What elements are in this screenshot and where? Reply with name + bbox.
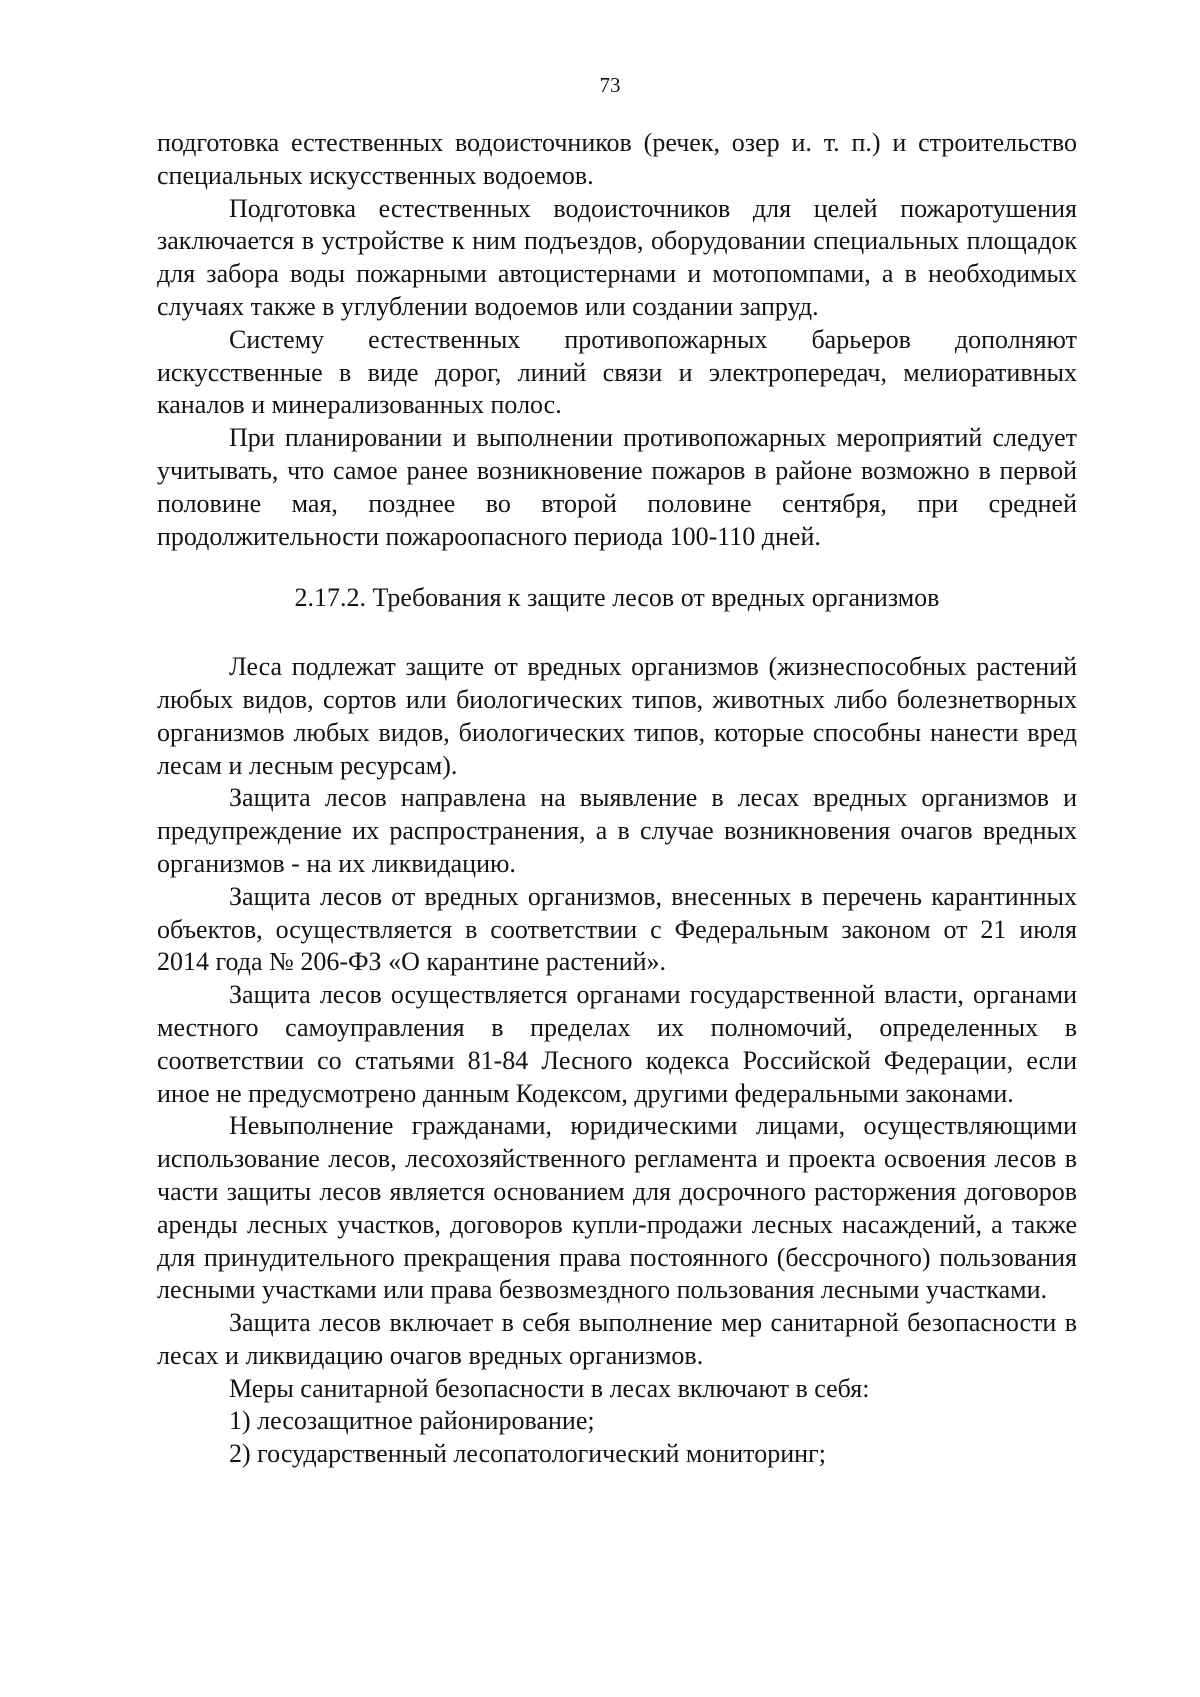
paragraph: 1) лесозащитное районирование;	[229, 1406, 595, 1436]
paragraph: подготовка естественных водоисточников (речек, озер и. т. п.) и строительство специальных искусственных водоемов.	[157, 128, 1077, 190]
page-number: 73	[599, 73, 621, 97]
paragraphs-before-heading	[157, 127, 1077, 553]
paragraph: Меры санитарной безопасности в лесах включают в себя:	[229, 1373, 870, 1403]
paragraph: Защита лесов направлена на выявление в лесах вредных организмов и предупреждение их распространения, а в случае возникновения очагов вредных организмов - на их ликвидацию.	[157, 783, 1077, 878]
paragraph: Защита лесов от вредных организмов, внесенных в перечень карантинных объектов, осуществляется в соответствии с Федеральным законом от 21 июля 2014 года № 206-ФЗ «О карантине растений».	[157, 881, 1077, 977]
paragraph: Систему естественных противопожарных барьеров дополняют искусственные в виде дорог, линий связи и электропередач, мелиоративных каналов и минерализованных полос.	[157, 324, 1077, 420]
paragraph: Невыполнение гражданами, юридическими лицами, осуществляющими использование лесов, лесохозяйственного регламента и проекта освоения лесов в части защиты лесов является основанием для досрочного расторжения договоров аренды лесных участков, договоров купли-продажи лесных насаждений, а также для принудительного прекращения права постоянного (бессрочного) пользования лесными участками или права безвозмездного пользования лесными участками.	[157, 1111, 1077, 1305]
paragraph: При планировании и выполнении противопожарных мероприятий следует учитывать, что самое ранее возникновение пожаров в районе возможно в первой половине мая, позднее во второй половине сентября, при средней продолжительности пожароопасного периода 100-110 дней.	[157, 423, 1077, 551]
document-body	[157, 127, 1077, 1471]
paragraph: Защита лесов осуществляется органами государственной власти, органами местного самоуправления в пределах их полномочий, определенных в соответствии со статьями 81-84 Лесного кодекса Российской Федерации, если иное не предусмотрено данным Кодексом, другими федеральными законами.	[157, 980, 1077, 1108]
paragraph: Защита лесов включает в себя выполнение мер санитарной безопасности в лесах и ликвидацию очагов вредных организмов.	[157, 1308, 1077, 1370]
section-heading: 2.17.2. Требования к защите лесов от вредных организмов	[294, 583, 940, 613]
paragraph: 2) государственный лесопатологический мониторинг;	[229, 1439, 826, 1469]
paragraph: Подготовка естественных водоисточников для целей пожаротушения заключается в устройстве к ним подъездов, оборудовании специальных площадок для забора воды пожарными автоцистернами и мотопомпами, а в необходимых случаях также в углублении водоемов или создании запруд.	[157, 193, 1077, 321]
paragraph: Леса подлежат защите от вредных организмов (жизнеспособных растений любых видов, сортов или биологических типов, животных либо болезнетворных организмов любых видов, биологических типов, которые способны нанести вред лесам и лесным ресурсам).	[157, 652, 1077, 780]
paragraphs-after-heading	[157, 651, 1077, 1471]
